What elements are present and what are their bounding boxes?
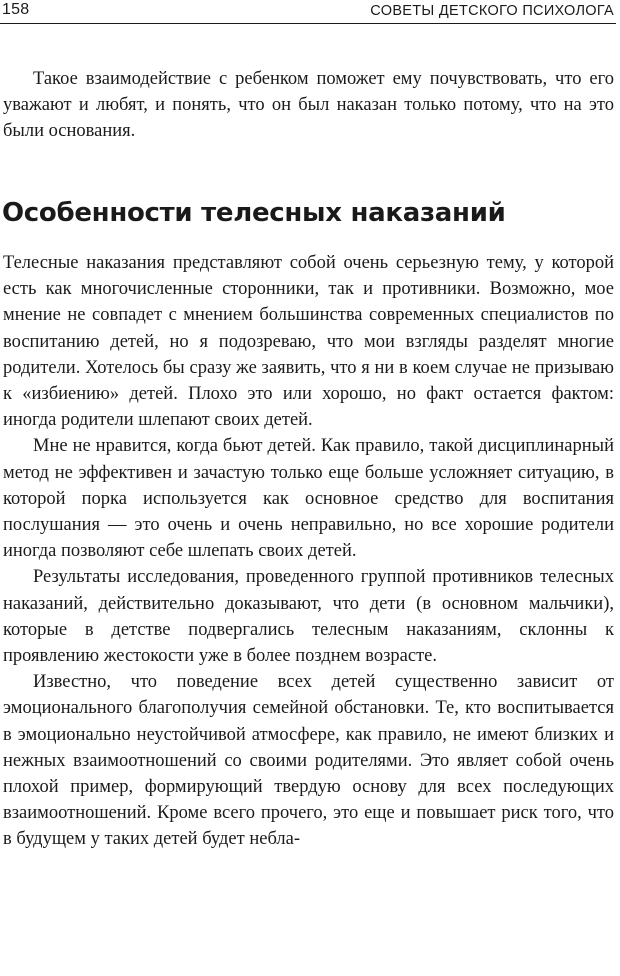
body-paragraph: Известно, что поведение всех детей существенно зависит от эмоционального благополучия семейной обстановки. Те, кто воспитывается в эмоционально неустойчивой атмосфере, как правило, не имеют близких и нежных взаимоотношений со своими родителями. Это являет собой очень плохой пример, формирующий твердую основу для всех последующих взаимоотношений. Кроме всего прочего, это еще и повышает риск того, что в будущем у таких детей будет небла- — [3, 672, 614, 850]
section-body — [3, 250, 614, 853]
page-number: 158 — [2, 1, 30, 18]
section-heading: Особенности телесных наказаний — [2, 198, 506, 228]
body-paragraph: Мне не нравится, когда бьют детей. Как правило, такой дисциплинарный метод не эффективен и зачастую только еще больше усложняет ситуацию, в которой порка используется как основное средство для воспитания послушания — это очень и очень неправильно, но все хорошие родители иногда позволяют себе шлепать своих детей. — [3, 436, 614, 562]
header-rule — [0, 23, 616, 24]
book-title: СОВЕТЫ ДЕТСКОГО ПСИХОЛОГА — [370, 3, 614, 19]
intro-paragraph: Такое взаимодействие с ребенком поможет ему почувствовать, что его уважают и любят, и понять, что он был наказан только потому, что на это были основания. — [3, 69, 614, 142]
intro-text — [3, 66, 614, 145]
running-header — [0, 0, 620, 26]
body-paragraph: Результаты исследования, проведенного группой противников телесных наказаний, действительно доказывают, что дети (в основном мальчики), которые в детстве подвергались телесным наказаниям, склонны к проявлению жестокости уже в более позднем возрасте. — [3, 567, 614, 667]
body-paragraph: Телесные наказания представляют собой очень серьезную тему, у которой есть как многочисленные сторонники, так и противники. Возможно, мое мнение не совпадет с мнением большинства современных специалистов по воспитанию детей, но я подозреваю, что мои взгляды разделят многие родители. Хотелось бы сразу же заявить, что я ни в коем случае не призываю к «избиению» детей. Плохо это или хорошо, но факт остается фактом: иногда родители шлепают своих детей. — [3, 253, 614, 431]
